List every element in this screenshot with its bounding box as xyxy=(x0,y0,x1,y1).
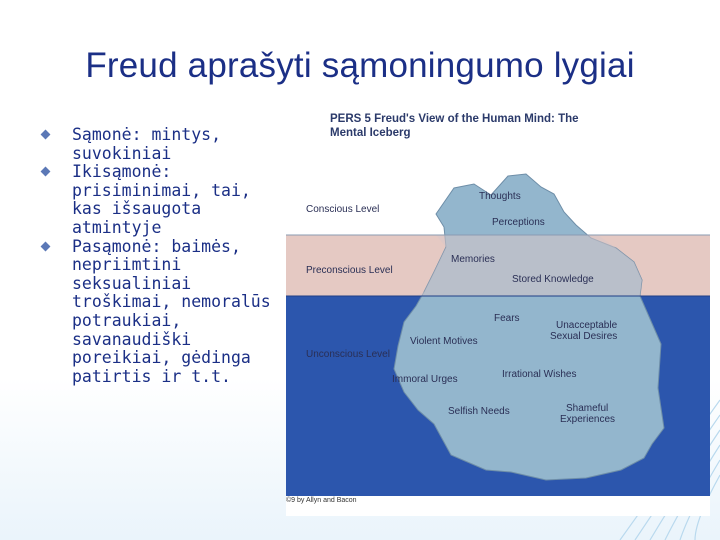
unacceptable-label-line2: Sexual Desires xyxy=(550,331,618,342)
thoughts-label: Thoughts xyxy=(479,191,521,202)
selfish-needs-label: Selfish Needs xyxy=(448,406,510,417)
shameful-label-line2: Experiences xyxy=(560,414,616,425)
bullet-item xyxy=(40,163,280,237)
copyright-credit: ©9 by Allyn and Bacon xyxy=(286,497,357,504)
bullet-list xyxy=(40,126,280,386)
iceberg-figure xyxy=(286,92,710,516)
perceptions-label: Perceptions xyxy=(492,217,545,228)
irrational-wishes-label: Irrational Wishes xyxy=(502,369,577,380)
stored-knowledge-label: Stored Knowledge xyxy=(512,274,594,285)
figure-header-line1: PERS 5 Freud's View of the Human Mind: The xyxy=(330,113,579,125)
diamond-bullet-icon xyxy=(41,167,51,177)
shameful-label-line1: Shameful xyxy=(566,403,609,414)
bullet-item xyxy=(40,126,280,163)
unconscious-level-label: Unconscious Level xyxy=(306,349,390,360)
fears-label: Fears xyxy=(494,313,520,324)
bullet-item xyxy=(40,238,280,387)
figure-header-line2: Mental Iceberg xyxy=(330,127,411,139)
immoral-urges-label: Immoral Urges xyxy=(392,374,458,385)
memories-label: Memories xyxy=(451,254,495,265)
unacceptable-label-line1: Unacceptable xyxy=(556,320,618,331)
diamond-bullet-icon xyxy=(41,130,51,140)
conscious-level-label: Conscious Level xyxy=(306,204,380,215)
slide-title: Freud aprašyti sąmoningumo lygiai xyxy=(85,46,635,85)
bullet-text: Ikisąmonė: prisiminimai, tai, kas išsaugota atmintyje xyxy=(72,162,251,237)
bullet-text: Sąmonė: mintys, suvokiniai xyxy=(72,125,222,163)
preconscious-level-label: Preconscious Level xyxy=(306,265,393,276)
diamond-bullet-icon xyxy=(41,241,51,251)
bullet-text: Pasąmonė: baimės, nepriimtini seksualiniai troškimai, nemoralūs potraukiai, savanaudiški poreikiai, gėdinga patirtis ir t.t. xyxy=(72,236,271,386)
violent-motives-label: Violent Motives xyxy=(410,336,478,347)
